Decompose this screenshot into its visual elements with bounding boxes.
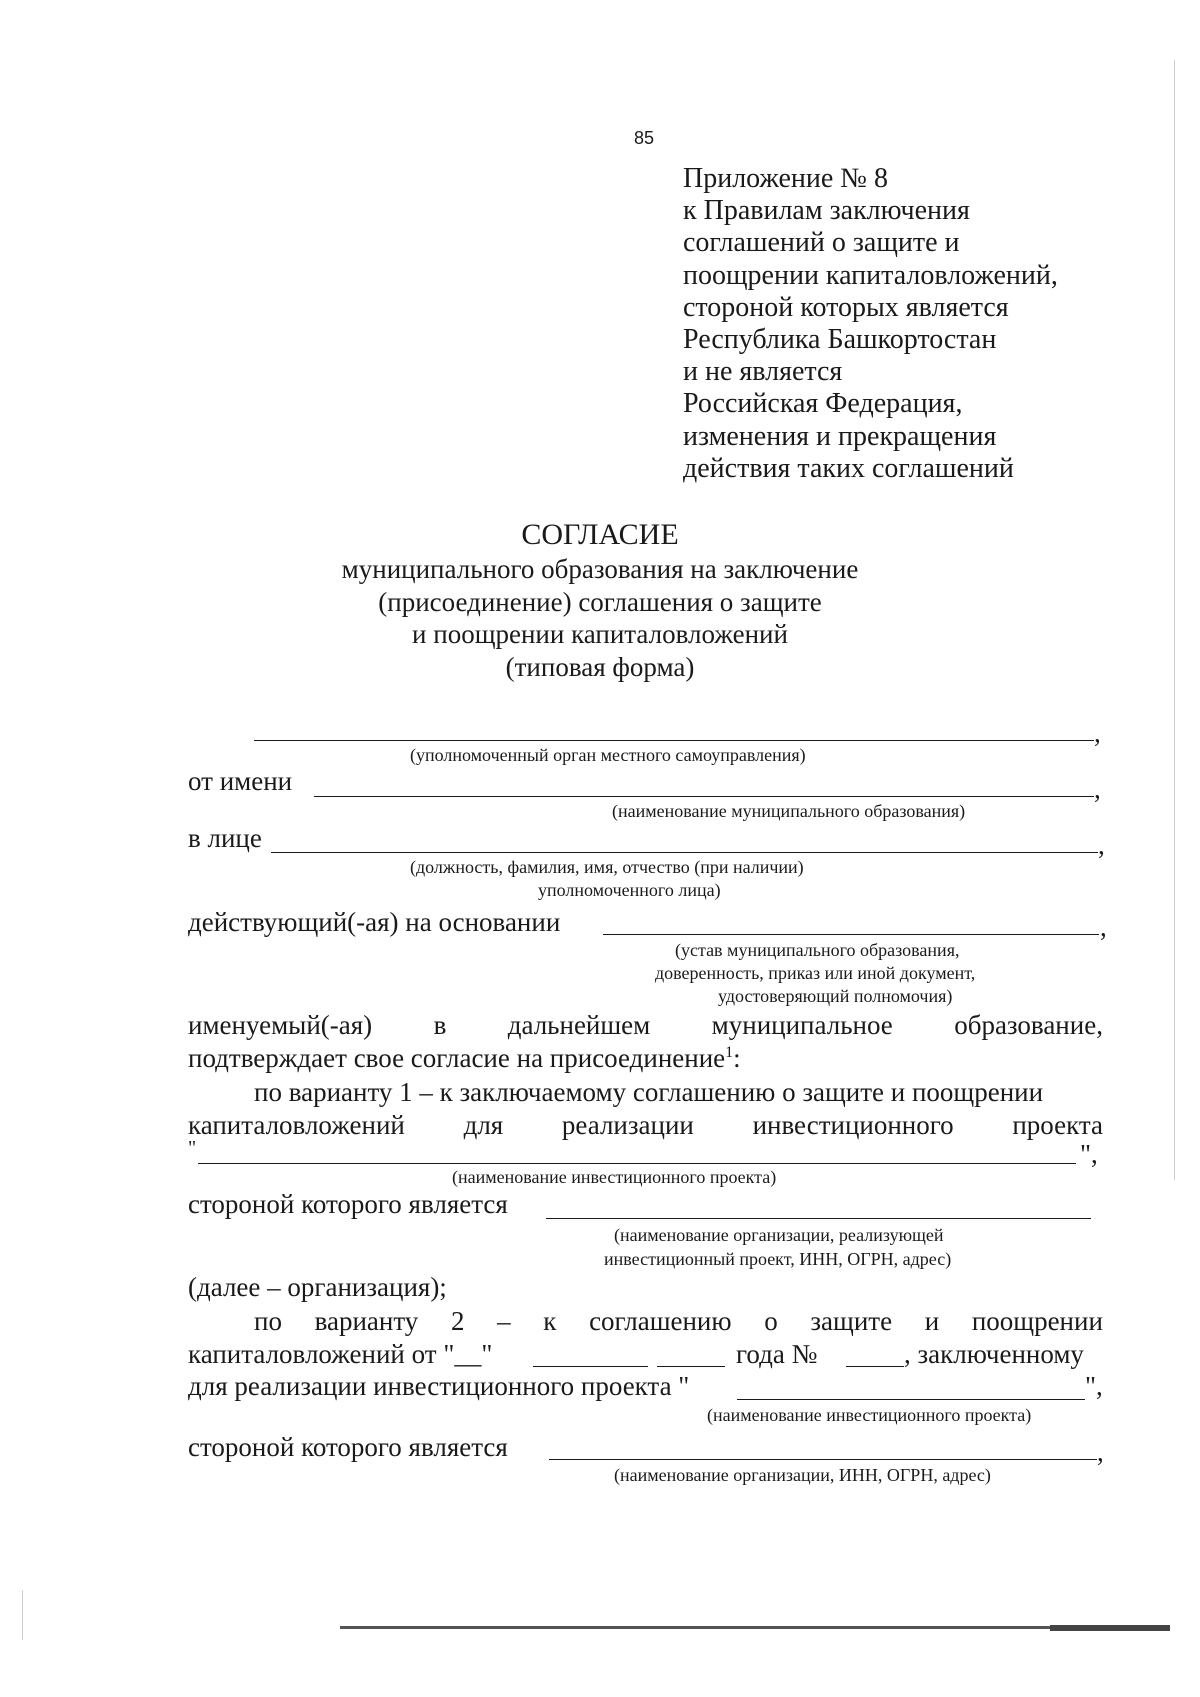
word: о xyxy=(764,1306,778,1336)
comma: , xyxy=(1097,1437,1104,1467)
label-acting-basis: действующий(-ая) на основании xyxy=(188,907,561,937)
label-represented-by: в лице xyxy=(188,823,262,853)
field-agreement-number[interactable] xyxy=(846,1366,904,1367)
hint-municipality: (наименование муниципального образования) xyxy=(612,801,966,821)
hint-project: (наименование инвестиционного проекта) xyxy=(452,1167,777,1187)
appendix-line: и не является xyxy=(683,356,843,388)
hint-organization: инвестиционный проект, ИНН, ОГРН, адрес) xyxy=(604,1249,952,1269)
hint-basis: доверенность, приказ или иной документ, xyxy=(655,963,976,983)
word: соглашению xyxy=(589,1306,732,1336)
word: к xyxy=(543,1306,557,1336)
word: муниципальное xyxy=(711,1010,893,1040)
hint-organization: (наименование организации, реализующей xyxy=(614,1225,944,1245)
v2-project-label: для реализации инвестиционного проекта " xyxy=(188,1371,690,1401)
label-party: стороной которого является xyxy=(188,1189,508,1219)
word: варианту xyxy=(314,1306,419,1336)
close-quote: ", xyxy=(1085,1371,1103,1401)
document-subtitle xyxy=(0,553,1200,683)
appendix-line: к Правилам заключения xyxy=(683,195,970,227)
word: 2 xyxy=(450,1306,465,1336)
v2-concluded: , заключенному xyxy=(904,1339,1084,1369)
appendix-line: поощрении капиталовложений, xyxy=(683,259,1058,291)
open-quote: " xyxy=(188,1137,197,1159)
variant2-line1 xyxy=(254,1306,1103,1337)
confirm-text: подтверждает свое согласие на присоединение$^1$: xyxy=(188,1043,741,1073)
subtitle-line: муниципального образования на заключение xyxy=(341,554,859,584)
word: капиталовложений xyxy=(188,1110,405,1140)
v2-date-label: капиталовложений от "__" xyxy=(188,1339,493,1369)
word: и xyxy=(924,1306,940,1336)
scan-edge-line xyxy=(1174,60,1175,1180)
field-agreement-month[interactable] xyxy=(533,1366,648,1367)
subtitle-line: (присоединение) соглашения о защите xyxy=(378,586,822,617)
appendix-line: Российская Федерация, xyxy=(683,388,963,420)
appendix-line: действия таких соглашений xyxy=(683,452,1014,484)
appendix-line: стороной которых является xyxy=(683,291,1009,323)
field-authorized-person[interactable] xyxy=(271,852,1098,853)
word: проекта xyxy=(1012,1110,1103,1140)
field-project-name-2[interactable] xyxy=(737,1399,1085,1400)
field-municipality[interactable] xyxy=(314,796,1094,797)
hint-organization-2: (наименование организации, ИНН, ОГРН, адрес) xyxy=(614,1465,991,1485)
close-quote: ", xyxy=(1080,1139,1098,1169)
footnote-mark: 1 xyxy=(725,1044,734,1061)
appendix-line: Республика Башкортостан xyxy=(683,324,997,356)
v2-year-label: года № xyxy=(736,1339,818,1369)
word: реализации xyxy=(561,1110,694,1140)
field-authorized-body[interactable] xyxy=(254,740,1094,741)
hint-basis: (устав муниципального образования, xyxy=(675,940,960,960)
hint-person: (должность, фамилия, имя, отчество (при наличии) xyxy=(410,857,804,877)
field-agreement-year[interactable] xyxy=(657,1366,725,1367)
hint-project-2: (наименование инвестиционного проекта) xyxy=(707,1405,1032,1425)
comma: , xyxy=(1098,830,1105,860)
appendix-line: Приложение № 8 xyxy=(683,163,888,194)
field-organization-2[interactable] xyxy=(549,1459,1097,1460)
label-on-behalf: от имени xyxy=(188,766,293,796)
field-basis-document[interactable] xyxy=(603,934,1099,935)
page-number: 85 xyxy=(634,128,655,148)
field-project-name[interactable] xyxy=(198,1163,1076,1164)
word: для xyxy=(463,1110,504,1140)
word: по xyxy=(254,1306,282,1336)
variant1-text: по варианту 1 – к заключаемому соглашению о защите и поощрении xyxy=(254,1077,1044,1107)
hint-person: уполномоченного лица) xyxy=(538,880,721,900)
word: – xyxy=(497,1306,511,1336)
label-party-2: стороной которого является xyxy=(188,1432,508,1462)
hint-basis: удостоверяющий полномочия) xyxy=(718,986,953,1006)
scan-bottom-line xyxy=(1050,1625,1170,1631)
hint-authorized-body: (уполномоченный орган местного самоуправления) xyxy=(410,745,806,765)
field-organization[interactable] xyxy=(546,1218,1091,1219)
word: в xyxy=(433,1010,447,1040)
word: инвестиционного xyxy=(752,1110,954,1140)
word: поощрении xyxy=(971,1306,1103,1336)
further-text: (далее – организация); xyxy=(188,1272,447,1302)
appendix-line: соглашений о защите и xyxy=(683,227,960,259)
comma: , xyxy=(1094,718,1101,748)
variant1-line2 xyxy=(188,1110,1103,1141)
comma: , xyxy=(1094,774,1101,804)
word: защите xyxy=(810,1306,893,1336)
document-title: СОГЛАСИЕ xyxy=(521,518,679,551)
scan-edge-line xyxy=(22,1590,23,1640)
appendix-line: изменения и прекращения xyxy=(683,420,997,452)
named-line xyxy=(188,1010,1103,1041)
word: дальнейшем xyxy=(507,1010,651,1040)
subtitle-line: (типовая форма) xyxy=(505,651,695,682)
appendix-block xyxy=(683,163,1058,485)
word: образование, xyxy=(954,1010,1103,1040)
word: именуемый(-ая) xyxy=(188,1010,373,1040)
scan-bottom-line xyxy=(340,1626,1170,1629)
subtitle-line: и поощрении капиталовложений xyxy=(412,619,788,649)
comma: , xyxy=(1100,912,1107,942)
